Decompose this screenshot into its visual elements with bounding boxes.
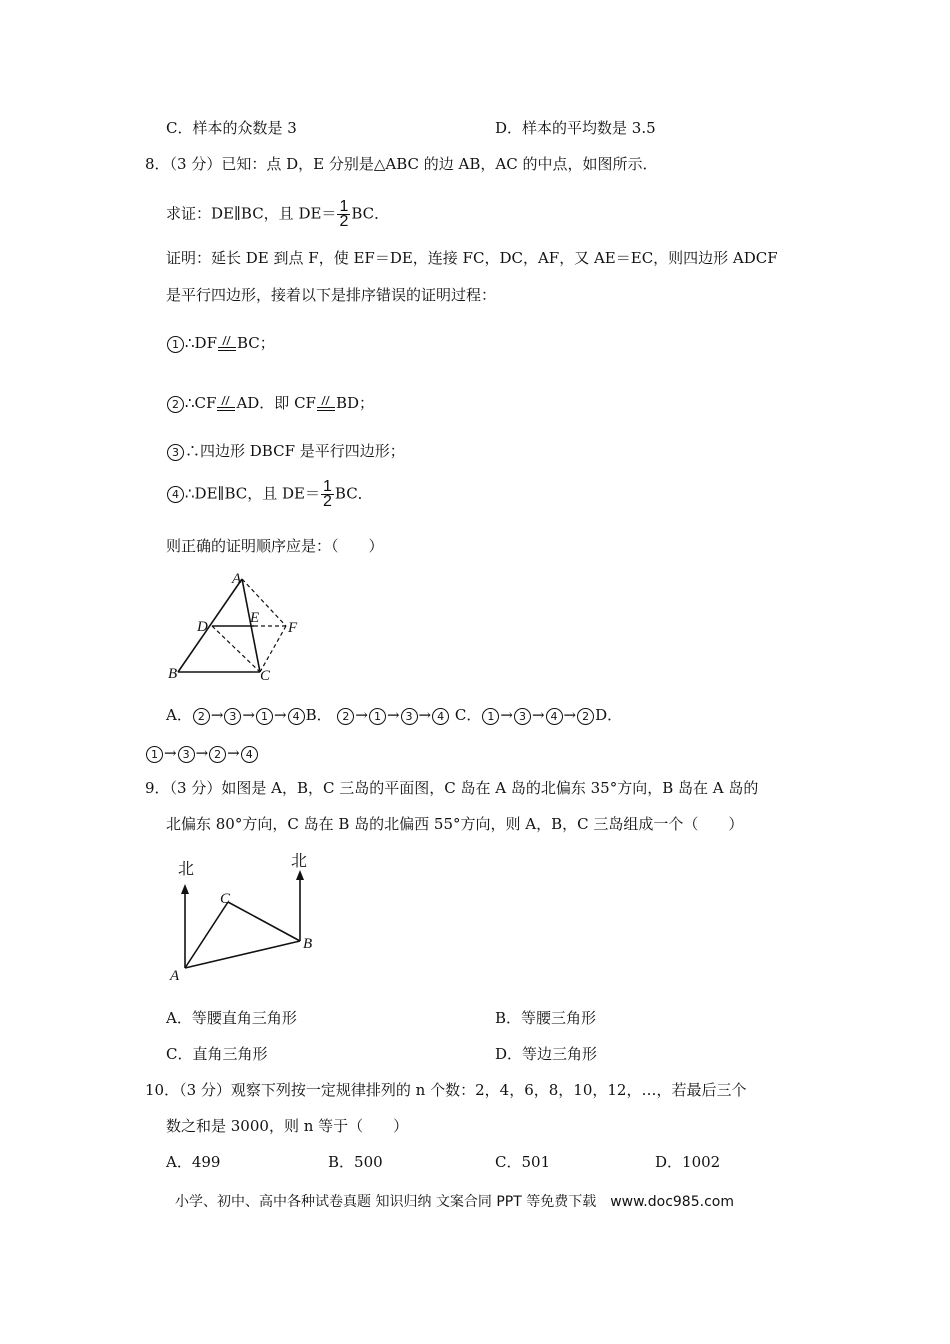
arrow: → <box>210 706 224 724</box>
circled-number: 4 <box>241 746 258 763</box>
q7-option-c: C．样本的众数是 3 <box>166 119 297 137</box>
circled-number: 3 <box>401 708 418 725</box>
q9-option-d: D．等边三角形 <box>495 1045 598 1063</box>
q8-step2 <box>166 393 374 414</box>
arrow: → <box>195 744 209 762</box>
segment-FC <box>260 626 286 672</box>
q9-option-c: C．直角三角形 <box>166 1045 268 1063</box>
q8-option-c-label: C． <box>454 706 482 724</box>
segment-AF <box>242 579 286 626</box>
circled-number: 1 <box>256 708 273 725</box>
parallel-equal-symbol <box>217 334 237 354</box>
q8-score: （3 分） <box>169 155 222 173</box>
q8-step2-a: ∴CF <box>185 394 217 412</box>
q8-stem <box>145 154 658 174</box>
q8-step4-fraction <box>321 480 334 509</box>
q8-stem-text: 已知：点 D，E 分别是△ABC 的边 AB，AC 的中点，如图所示． <box>221 155 658 173</box>
label-D: D <box>197 619 208 635</box>
q7-option-d: D．样本的平均数是 3.5 <box>495 119 656 137</box>
label-B: B <box>168 666 178 682</box>
q9-line2: 北偏东 80°方向，C 岛在 B 岛的北偏西 55°方向，则 A，B，C 三岛组成一个（ ） <box>166 815 744 833</box>
circled-number: 1 <box>146 746 163 763</box>
circled-number: 1 <box>369 708 386 725</box>
arrow: → <box>164 744 177 762</box>
q8-prove-prefix: 求证：DE∥BC，且 DE＝ <box>166 204 337 223</box>
q8-step3 <box>166 441 405 461</box>
q8-triangle-figure <box>160 566 310 686</box>
q10-option-c: C．501 <box>495 1153 551 1171</box>
q8-prove-suffix: BC． <box>351 204 390 223</box>
q10-line2: 数之和是 3000，则 n 等于（ ） <box>166 1117 409 1135</box>
fraction-denominator: 2 <box>339 213 349 230</box>
q8-step3-text: ∴四边形 DBCF 是平行四边形； <box>185 442 405 460</box>
parallel-equal-symbol <box>316 394 336 414</box>
fraction-denominator: 2 <box>322 493 332 510</box>
page-footer: 小学、初中、高中各种试卷真题 知识归纳 文案合同 PPT 等免费下载 www.doc985.com <box>175 1194 734 1210</box>
arrow: → <box>500 706 513 724</box>
circled-number: 2 <box>193 708 210 725</box>
circled-number: 3 <box>167 444 184 461</box>
q8-step1-a: ∴DF <box>185 334 217 352</box>
label-C: C <box>260 668 271 684</box>
q8-step4-b: BC． <box>334 484 373 503</box>
q10-line1-text: （3 分）观察下列按一定规律排列的 n 个数：2，4，6，8，10，12，…，若最后三个 <box>179 1081 747 1099</box>
circled-number: 1 <box>482 708 499 725</box>
q8-proof-line1: 证明：延长 DE 到点 F，使 EF＝DE，连接 FC，DC，AF，又 AE＝EC，则四边形 ADCF <box>166 249 778 267</box>
circled-number: 3 <box>514 708 531 725</box>
q8-fraction <box>337 200 350 229</box>
q8-proof-line2: 是平行四边形，接着以下是排序错误的证明过程： <box>166 286 497 304</box>
q8-option-d-label: D． <box>595 706 623 724</box>
segment-AB <box>185 941 300 968</box>
circled-number: 3 <box>224 708 241 725</box>
arrow: → <box>563 706 577 724</box>
q8-option-b-label: B． <box>305 706 332 724</box>
fraction-numerator: 1 <box>339 198 349 215</box>
q10-option-d: D．1002 <box>655 1153 721 1171</box>
q10-line1 <box>145 1080 746 1100</box>
q8-step4-a: ∴DE∥BC，且 DE＝ <box>185 484 320 503</box>
q8-step1 <box>166 333 275 354</box>
q9-line1-text: （3 分）如图是 A，B，C 三岛的平面图，C 岛在 A 岛的北偏东 35°方向，B 岛在 A 岛的 <box>169 779 759 797</box>
q8-options-line2 <box>145 743 259 763</box>
q9-number: 9． <box>145 779 170 797</box>
label-A: A <box>170 968 180 984</box>
label-B: B <box>303 936 313 952</box>
arrow: → <box>242 706 255 724</box>
circled-number: 4 <box>432 708 449 725</box>
q8-question: 则正确的证明顺序应是：（ ） <box>166 537 384 555</box>
q8-prove-statement <box>166 200 389 229</box>
arrow: → <box>386 706 400 724</box>
q8-step4 <box>166 480 373 509</box>
q9-islands-figure <box>160 846 330 986</box>
arrow: → <box>227 744 240 762</box>
fraction-numerator: 1 <box>322 478 332 495</box>
segment-CB <box>228 902 300 941</box>
q9-option-b: B．等腰三角形 <box>495 1009 597 1027</box>
q9-line1 <box>145 778 758 798</box>
arrow: → <box>355 706 368 724</box>
segment-AC <box>185 902 228 968</box>
q8-step2-b: AD．即 CF <box>236 394 316 412</box>
q10-option-b: B．500 <box>328 1153 383 1171</box>
q10-number: 10． <box>145 1081 180 1099</box>
q8-step1-b: BC； <box>236 334 275 352</box>
label-A: A <box>232 571 242 587</box>
arrow: → <box>274 706 287 724</box>
circled-number: 2 <box>337 708 354 725</box>
arrow: → <box>418 706 432 724</box>
q8-options-line1 <box>166 705 622 725</box>
arrow: → <box>531 706 545 724</box>
label-F: F <box>288 620 298 636</box>
north-arrow-icon <box>296 870 304 880</box>
q9-option-a: A．等腰直角三角形 <box>166 1009 297 1027</box>
circled-number: 1 <box>167 336 184 353</box>
circled-number: 4 <box>288 708 305 725</box>
circled-number: 2 <box>209 746 226 763</box>
parallel-equal-symbol <box>216 394 236 414</box>
north-label-B: 北 <box>291 851 308 870</box>
circled-number: 2 <box>167 396 184 413</box>
circled-number: 2 <box>577 708 594 725</box>
north-label-A: 北 <box>178 859 195 878</box>
label-E: E <box>250 610 260 626</box>
q8-step2-c: BD； <box>335 394 375 412</box>
q8-option-a-label: A． <box>166 706 192 724</box>
label-C: C <box>220 891 231 907</box>
circled-number: 4 <box>546 708 563 725</box>
q10-option-a: A．499 <box>166 1153 221 1171</box>
circled-number: 4 <box>167 486 184 503</box>
north-arrow-icon <box>181 884 189 894</box>
circled-number: 3 <box>178 746 195 763</box>
q8-number: 8． <box>145 155 170 173</box>
